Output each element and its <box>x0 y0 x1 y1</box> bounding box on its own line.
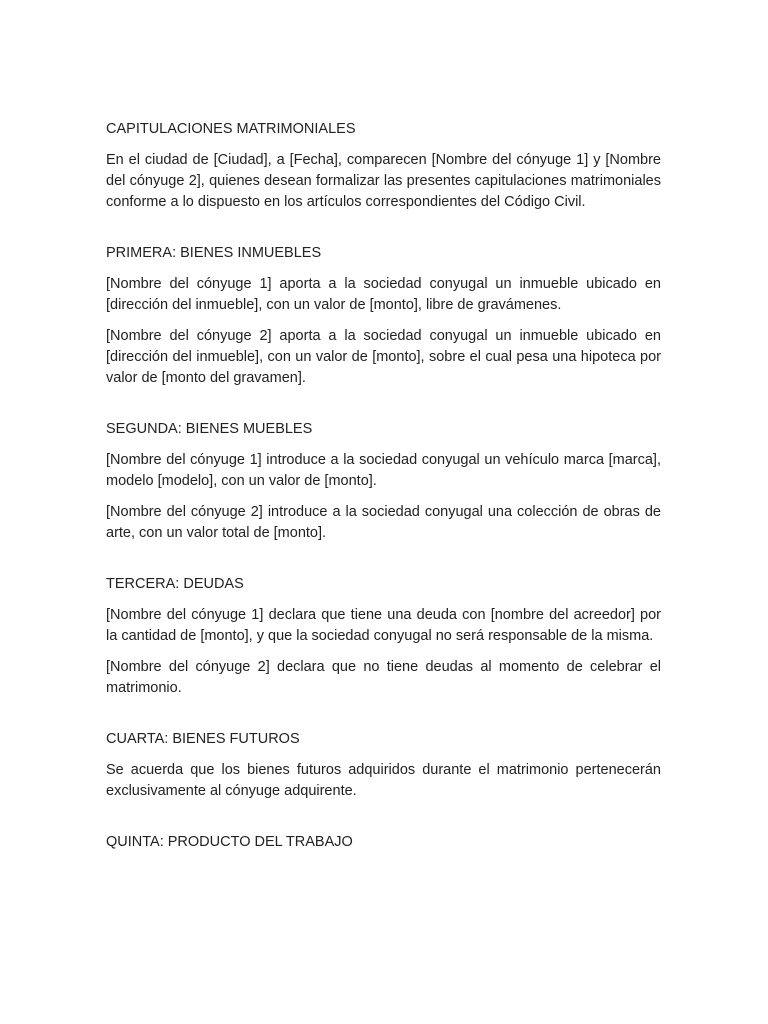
section-quinta <box>106 832 661 853</box>
section-heading: PRIMERA: BIENES INMUEBLES <box>106 245 322 261</box>
section-paragraph: [Nombre del cónyuge 1] introduce a la sociedad conyugal un vehículo marca [marca], modelo [modelo], con un valor de [monto]. <box>106 452 661 489</box>
section-paragraph: Se acuerda que los bienes futuros adquiridos durante el matrimonio pertenecerán exclusivamente al cónyuge adquirente. <box>106 762 661 799</box>
section-paragraph: [Nombre del cónyuge 2] aporta a la sociedad conyugal un inmueble ubicado en [dirección del inmueble], con un valor de [monto], sobre el cual pesa una hipoteca por valor de [monto del gravamen]. <box>106 328 661 386</box>
section-paragraph: [Nombre del cónyuge 2] introduce a la sociedad conyugal una colección de obras de arte, con un valor total de [monto]. <box>106 504 661 541</box>
section-heading: SEGUNDA: BIENES MUEBLES <box>106 421 313 437</box>
section-paragraph: [Nombre del cónyuge 2] declara que no tiene deudas al momento de celebrar el matrimonio. <box>106 659 661 696</box>
document-title: CAPITULACIONES MATRIMONIALES <box>106 121 356 137</box>
section-tercera <box>106 574 661 699</box>
section-heading: TERCERA: DEUDAS <box>106 576 244 592</box>
section-heading: CUARTA: BIENES FUTUROS <box>106 731 300 747</box>
section-heading: QUINTA: PRODUCTO DEL TRABAJO <box>106 834 353 850</box>
intro-paragraph: En el ciudad de [Ciudad], a [Fecha], comparecen [Nombre del cónyuge 1] y [Nombre del cónyuge 2], quienes desean formalizar las presentes capitulaciones matrimoniales conforme a lo dispuesto en los artículos correspondientes del Código Civil. <box>106 152 661 210</box>
section-segunda <box>106 419 661 544</box>
document-page <box>106 119 661 863</box>
section-primera <box>106 243 661 389</box>
section-cuarta <box>106 729 661 802</box>
section-paragraph: [Nombre del cónyuge 1] declara que tiene una deuda con [nombre del acreedor] por la cantidad de [monto], y que la sociedad conyugal no será responsable de la misma. <box>106 607 661 644</box>
section-paragraph: [Nombre del cónyuge 1] aporta a la sociedad conyugal un inmueble ubicado en [dirección del inmueble], con un valor de [monto], libre de gravámenes. <box>106 276 661 313</box>
